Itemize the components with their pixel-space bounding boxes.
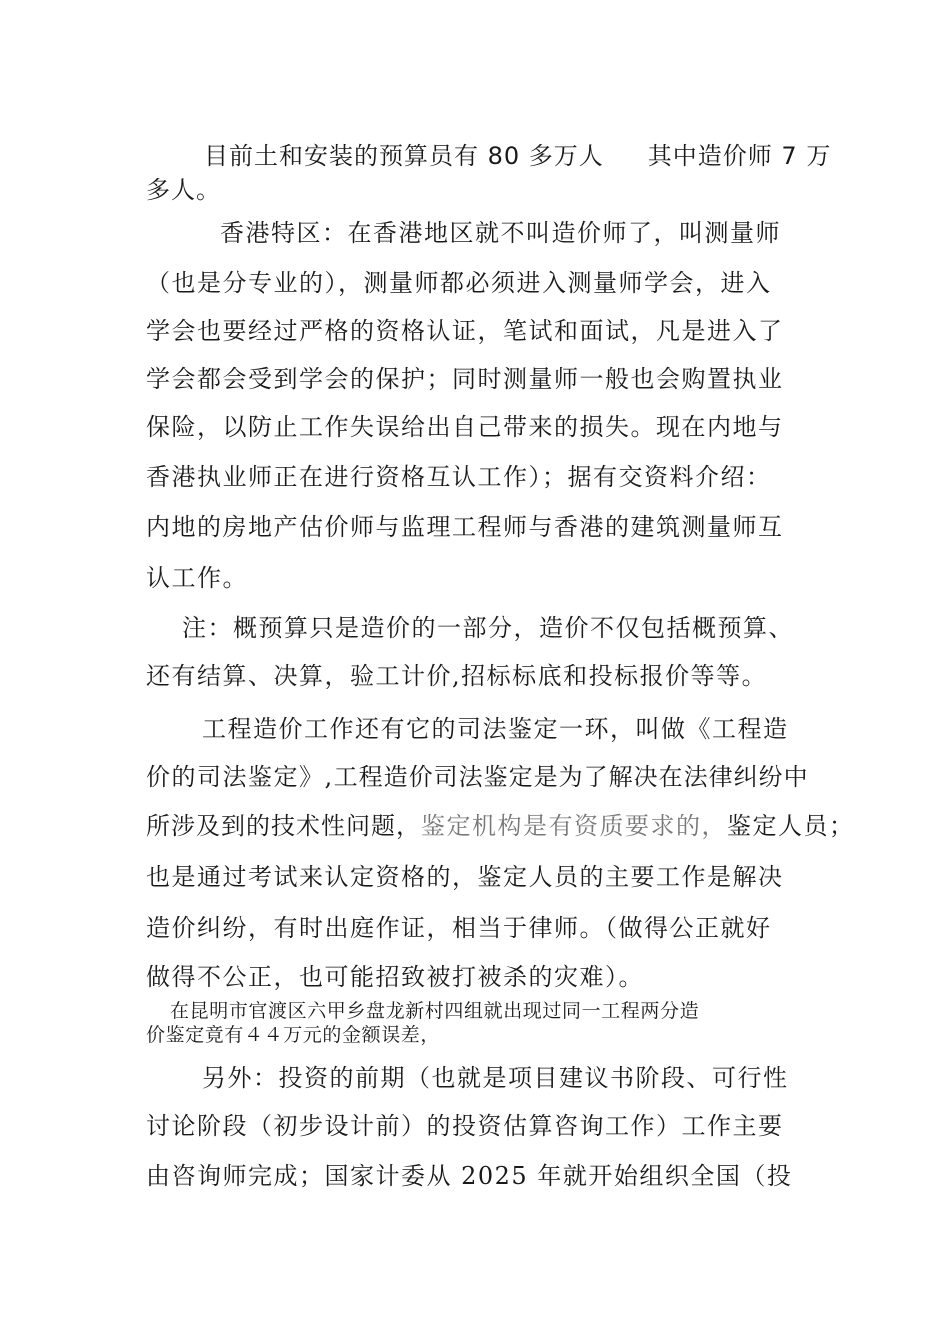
paragraph-line: 在昆明市官渡区六甲乡盘龙新村四组就出现过同一工程两分造 bbox=[170, 1000, 700, 1022]
paragraph-line: （也是分专业的），测量师都必须进入测量师学会，进入 bbox=[146, 269, 772, 297]
text-span: 所涉及到的技术性问题， bbox=[146, 812, 421, 840]
text-span: 鉴定人员； bbox=[727, 812, 855, 840]
paragraph-line: 认工作。 bbox=[146, 564, 248, 592]
paragraph-line bbox=[146, 806, 855, 841]
paragraph-line: 也是通过考试来认定资格的，鉴定人员的主要工作是解决 bbox=[146, 863, 784, 891]
text-span: 其中造价师 7 万 bbox=[647, 142, 832, 170]
text-span: 工程造价司法鉴定是为了解决在法律纠纷中 bbox=[333, 763, 809, 791]
paragraph-line: 另外：投资的前期（也就是项目建议书阶段、可行性 bbox=[202, 1064, 789, 1092]
paragraph-line: 内地的房地产估价师与监理工程师与香港的建筑测量师互 bbox=[146, 513, 784, 541]
paragraph-line: 做得不公正，也可能招致被打被杀的灾难）。 bbox=[146, 963, 644, 991]
paragraph-line: 价鉴定竟有４４万元的金额误差， bbox=[146, 1024, 441, 1046]
paragraph-line: 由咨询师完成；国家计委从 2025 年就开始组织全国（投 bbox=[146, 1162, 793, 1190]
paragraph-line: 香港特区：在香港地区就不叫造价师了，叫测量师 bbox=[220, 219, 781, 247]
paragraph-line: 香港执业师正在进行资格互认工作）；据有交资料介绍： bbox=[146, 463, 772, 491]
paragraph-line: 讨论阶段（初步设计前）的投资估算咨询工作）工作主要 bbox=[146, 1112, 784, 1140]
paragraph-line bbox=[204, 136, 831, 171]
paragraph-line: 学会都会受到学会的保护；同时测量师一般也会购置执业 bbox=[146, 365, 784, 393]
paragraph-line bbox=[146, 757, 809, 792]
text-span: 目前土和安装的预算员有 80 多万人 bbox=[204, 142, 604, 170]
paragraph-line: 还有结算、决算，验工计价,招标标底和投标报价等等。 bbox=[146, 662, 768, 690]
text-span: 鉴定机构是有资质要求的， bbox=[421, 812, 727, 840]
paragraph-line: 造价纠纷，有时出庭作证，相当于律师。（做得公正就好 bbox=[146, 914, 772, 942]
paragraph-line: 工程造价工作还有它的司法鉴定一环，叫做《工程造 bbox=[202, 715, 789, 743]
paragraph-line: 注：概预算只是造价的一部分，造价不仅包括概预算、 bbox=[182, 614, 794, 642]
paragraph-line: 学会也要经过严格的资格认证，笔试和面试，凡是进入了 bbox=[146, 317, 784, 345]
paragraph-line: 多人。 bbox=[146, 176, 221, 204]
paragraph-line: 保险，以防止工作失误给出自己带来的损失。现在内地与 bbox=[146, 413, 784, 441]
text-span: 价的司法鉴定》, bbox=[146, 763, 334, 791]
